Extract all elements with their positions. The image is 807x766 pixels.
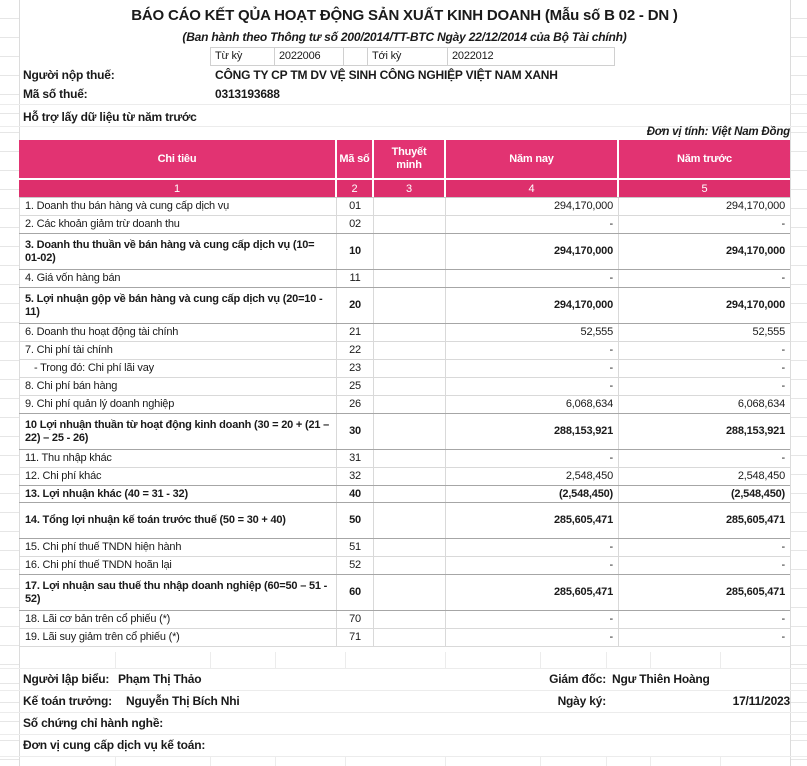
period-from-value[interactable]: 2022006	[274, 47, 344, 66]
code-cell: 21	[337, 324, 374, 341]
note-cell	[374, 539, 446, 556]
current-year-cell[interactable]: 2,548,450	[446, 468, 619, 485]
note-cell	[374, 611, 446, 628]
previous-year-cell[interactable]: 288,153,921	[726, 425, 785, 438]
previous-year-cell[interactable]: -	[781, 631, 785, 644]
previous-year-cell[interactable]: 285,605,471	[726, 586, 785, 599]
previous-year-cell[interactable]: -	[781, 559, 785, 572]
current-year-cell[interactable]: 6,068,634	[446, 396, 619, 413]
code-cell: 70	[337, 611, 374, 628]
grid-line	[0, 712, 807, 713]
criteria-cell: 13. Lợi nhuận khác (40 = 31 - 32)	[19, 486, 337, 502]
current-year-cell[interactable]: -	[446, 342, 619, 359]
table-row	[19, 324, 790, 342]
fetch-previous-year-link[interactable]: Hỗ trợ lấy dữ liệu từ năm trước	[23, 110, 197, 124]
note-cell	[374, 629, 446, 646]
note-cell	[374, 575, 446, 610]
header-previous-year: Năm trước	[619, 140, 790, 178]
note-cell	[374, 414, 446, 449]
previous-year-cell[interactable]: -	[781, 541, 785, 554]
table-row	[19, 378, 790, 396]
code-cell: 52	[337, 557, 374, 574]
report-title: BÁO CÁO KẾT QỦA HOẠT ĐỘNG SẢN XUẤT KINH DOANH (Mẫu số B 02 - DN )	[131, 7, 678, 24]
note-cell	[374, 468, 446, 485]
preparer-label: Người lập biểu:	[23, 672, 110, 686]
taxpayer-name: CÔNG TY CP TM DV VỆ SINH CÔNG NGHIỆP VIỆT NAM XANH	[215, 68, 558, 82]
header-code: Mã số	[337, 140, 374, 178]
current-year-cell[interactable]: (2,548,450)	[446, 486, 619, 502]
criteria-cell: 17. Lợi nhuận sau thuế thu nhập doanh nghiệp (60=50 – 51 - 52)	[19, 575, 337, 610]
code-cell: 50	[337, 503, 374, 538]
note-cell	[374, 234, 446, 269]
previous-year-cell[interactable]: -	[781, 344, 785, 357]
criteria-cell: 7. Chi phí tài chính	[19, 342, 337, 359]
note-cell	[374, 557, 446, 574]
criteria-cell: 9. Chi phí quản lý doanh nghiệp	[19, 396, 337, 413]
criteria-cell: 5. Lợi nhuận gộp về bán hàng và cung cấp dịch vụ (20=10 - 11)	[19, 288, 337, 323]
previous-year-cell[interactable]: 285,605,471	[726, 514, 785, 527]
table-row	[19, 342, 790, 360]
note-cell	[374, 450, 446, 467]
code-cell: 10	[337, 234, 374, 269]
note-cell	[374, 378, 446, 395]
current-year-cell[interactable]: 52,555	[446, 324, 619, 341]
previous-year-cell[interactable]: 6,068,634	[737, 398, 785, 411]
current-year-cell[interactable]: -	[446, 270, 619, 287]
previous-year-cell[interactable]: 294,170,000	[726, 200, 785, 213]
criteria-cell: 1. Doanh thu bán hàng và cung cấp dịch vụ	[19, 198, 337, 215]
table-row	[19, 216, 790, 234]
note-cell	[374, 216, 446, 233]
table-row	[19, 611, 790, 629]
code-cell: 01	[337, 198, 374, 215]
note-cell	[374, 503, 446, 538]
period-to-label: Tới kỳ	[367, 47, 448, 66]
code-cell: 25	[337, 378, 374, 395]
current-year-cell[interactable]: -	[446, 360, 619, 377]
current-year-cell[interactable]: 294,170,000	[446, 234, 619, 269]
previous-year-cell[interactable]: 52,555	[752, 326, 785, 339]
criteria-cell: 16. Chi phí thuế TNDN hoãn lại	[19, 557, 337, 574]
table-row	[19, 502, 790, 539]
report-table	[19, 140, 790, 647]
currency-unit-note: Đơn vị tính: Việt Nam Đồng	[646, 126, 790, 138]
note-cell	[374, 360, 446, 377]
current-year-cell[interactable]: -	[446, 450, 619, 467]
criteria-cell: 14. Tổng lợi nhuận kế toán trước thuế (50 = 30 + 40)	[19, 503, 337, 538]
table-row	[19, 396, 790, 414]
current-year-cell[interactable]: -	[446, 378, 619, 395]
criteria-cell: 3. Doanh thu thuần về bán hàng và cung cấp dịch vụ (10= 01-02)	[19, 234, 337, 269]
column-number-row	[19, 180, 790, 198]
tax-code-value: 0313193688	[215, 87, 280, 101]
previous-year-cell[interactable]: -	[781, 452, 785, 465]
table-header-row	[19, 140, 790, 180]
column-number: 5	[619, 180, 790, 197]
current-year-cell[interactable]: -	[446, 557, 619, 574]
code-cell: 20	[337, 288, 374, 323]
current-year-cell[interactable]: 285,605,471	[446, 575, 619, 610]
note-cell	[374, 324, 446, 341]
column-number: 3	[374, 180, 446, 197]
code-cell: 30	[337, 414, 374, 449]
criteria-cell: 10 Lợi nhuận thuần từ hoạt động kinh doanh (30 = 20 + (21 – 22) – 25 - 26)	[19, 414, 337, 449]
table-row	[19, 557, 790, 575]
criteria-cell: 2. Các khoản giảm trừ doanh thu	[19, 216, 337, 233]
criteria-cell: 8. Chi phí bán hàng	[19, 378, 337, 395]
table-row	[19, 539, 790, 557]
header-current-year: Năm nay	[446, 140, 619, 178]
code-cell: 51	[337, 539, 374, 556]
certificate-number-label: Số chứng chỉ hành nghề:	[23, 716, 164, 730]
note-cell	[374, 486, 446, 502]
grid-band	[0, 757, 807, 766]
previous-year-cell[interactable]: -	[781, 272, 785, 285]
previous-year-cell[interactable]: -	[781, 218, 785, 231]
note-cell	[374, 288, 446, 323]
previous-year-cell[interactable]: -	[781, 362, 785, 375]
table-row	[19, 574, 790, 611]
criteria-cell: 19. Lãi suy giảm trên cổ phiếu (*)	[19, 629, 337, 646]
current-year-cell[interactable]: -	[446, 629, 619, 646]
table-row	[19, 485, 790, 503]
director-label: Giám đốc:	[549, 672, 606, 686]
code-cell: 26	[337, 396, 374, 413]
taxpayer-label: Người nộp thuế:	[23, 68, 115, 82]
previous-year-cell[interactable]: 294,170,000	[726, 299, 785, 312]
code-cell: 40	[337, 486, 374, 502]
current-year-cell[interactable]: 294,170,000	[446, 198, 619, 215]
previous-year-cell[interactable]: -	[781, 380, 785, 393]
code-cell: 11	[337, 270, 374, 287]
grid-line	[0, 104, 807, 105]
previous-year-cell[interactable]: 294,170,000	[726, 245, 785, 258]
code-cell: 02	[337, 216, 374, 233]
table-row	[19, 198, 790, 216]
sign-date-value: 17/11/2023	[732, 694, 790, 708]
criteria-cell: 18. Lãi cơ bản trên cổ phiếu (*)	[19, 611, 337, 628]
criteria-cell: 15. Chi phí thuế TNDN hiện hành	[19, 539, 337, 556]
column-number: 4	[446, 180, 619, 197]
current-year-cell[interactable]: -	[446, 611, 619, 628]
code-cell: 60	[337, 575, 374, 610]
accounting-service-provider-label: Đơn vị cung cấp dịch vụ kế toán:	[23, 738, 206, 752]
criteria-cell: 4. Giá vốn hàng bán	[19, 270, 337, 287]
table-row	[19, 450, 790, 468]
note-cell	[374, 396, 446, 413]
period-spacer-cell	[343, 47, 368, 66]
table-row	[19, 287, 790, 324]
current-year-cell[interactable]: -	[446, 539, 619, 556]
current-year-cell[interactable]: 285,605,471	[446, 503, 619, 538]
table-row	[19, 413, 790, 450]
table-row	[19, 233, 790, 270]
code-cell: 23	[337, 360, 374, 377]
code-cell: 31	[337, 450, 374, 467]
preparer-name: Phạm Thị Thảo	[118, 672, 202, 686]
grid-line	[0, 734, 807, 735]
report-subtitle: (Ban hành theo Thông tư số 200/2014/TT-BTC Ngày 22/12/2014 của Bộ Tài chính)	[182, 30, 627, 44]
grid-band	[0, 652, 807, 668]
chief-accountant-name: Nguyễn Thị Bích Nhi	[126, 694, 240, 708]
previous-year-cell[interactable]: (2,548,450)	[730, 487, 785, 500]
header-criteria: Chi tiêu	[19, 140, 337, 178]
criteria-cell: - Trong đó: Chi phí lãi vay	[19, 360, 337, 377]
table-row	[19, 629, 790, 647]
column-number: 1	[19, 180, 337, 197]
criteria-cell: 12. Chi phí khác	[19, 468, 337, 485]
tax-code-label: Mã số thuế:	[23, 87, 88, 101]
current-year-cell[interactable]: -	[446, 216, 619, 233]
director-name: Ngư Thiên Hoàng	[612, 672, 710, 686]
code-cell: 22	[337, 342, 374, 359]
code-cell: 71	[337, 629, 374, 646]
previous-year-cell[interactable]: -	[781, 613, 785, 626]
criteria-cell: 6. Doanh thu hoạt động tài chính	[19, 324, 337, 341]
previous-year-cell[interactable]: 2,548,450	[737, 470, 785, 483]
period-to-value[interactable]: 2022012	[447, 47, 615, 66]
current-year-cell[interactable]: 288,153,921	[446, 414, 619, 449]
period-from-label: Từ kỳ	[210, 47, 275, 66]
table-row	[19, 468, 790, 486]
table-row	[19, 270, 790, 288]
code-cell: 32	[337, 468, 374, 485]
note-cell	[374, 342, 446, 359]
note-cell	[374, 270, 446, 287]
table-row	[19, 360, 790, 378]
sign-date-label: Ngày ký:	[557, 694, 606, 708]
note-cell	[374, 198, 446, 215]
grid-line	[0, 690, 807, 691]
grid-line	[0, 668, 807, 669]
current-year-cell[interactable]: 294,170,000	[446, 288, 619, 323]
header-note: Thuyết minh	[374, 140, 446, 178]
column-number: 2	[337, 180, 374, 197]
chief-accountant-label: Kế toán trưởng:	[23, 694, 112, 708]
criteria-cell: 11. Thu nhập khác	[19, 450, 337, 467]
